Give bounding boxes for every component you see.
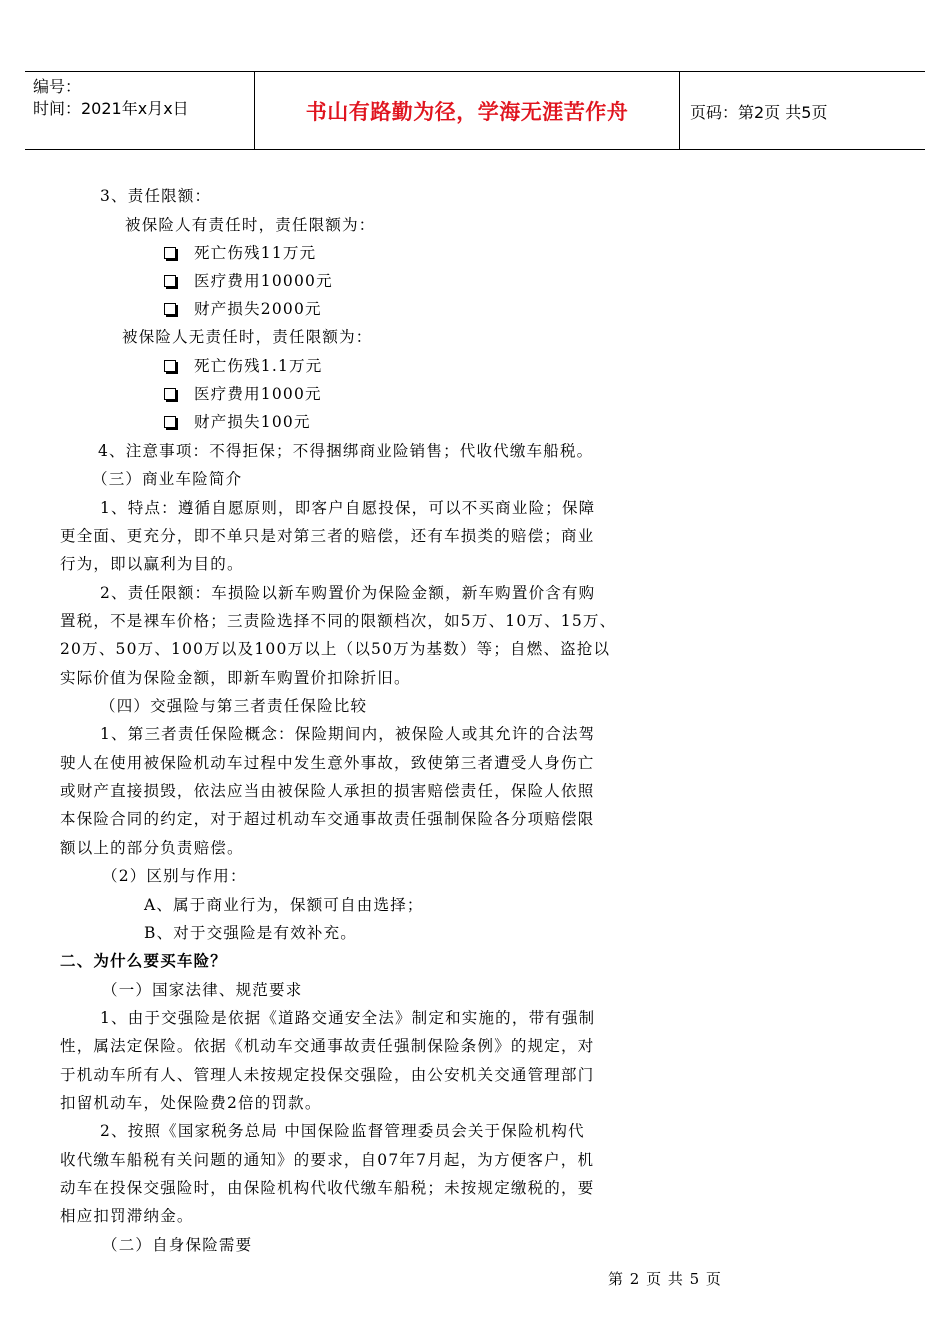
list-item-text: 财产损失100元 xyxy=(194,413,311,431)
text-line: 相应扣罚滞纳金。 xyxy=(60,1207,194,1225)
list-item xyxy=(164,410,311,432)
list-item-text: 财产损失2000元 xyxy=(194,300,322,318)
text-line: 扣留机动车，处保险费2倍的罚款。 xyxy=(60,1094,322,1112)
text-line: 更全面、更充分，即不单只是对第三者的赔偿，还有车损类的赔偿；商业 xyxy=(60,527,595,545)
section-heading: （三）商业车险简介 xyxy=(92,470,243,488)
text-line: 被保险人无责任时，责任限额为： xyxy=(122,328,373,346)
header-motto: 书山有路勤为径，学海无涯苦作舟 xyxy=(305,100,629,124)
text-line: 收代缴车船税有关问题的通知》的要求，自07年7月起，为方便客户，机 xyxy=(60,1151,595,1169)
list-item-text: 医疗费用10000元 xyxy=(194,272,333,290)
text-line: B、对于交强险是有效补充。 xyxy=(144,924,357,942)
text-line: 额以上的部分负责赔偿。 xyxy=(60,839,244,857)
text-line: 于机动车所有人、管理人未按规定投保交强险，由公安机关交通管理部门 xyxy=(60,1066,595,1084)
page-header xyxy=(25,71,925,150)
text-line: 或财产直接损毁，依法应当由被保险人承担的损害赔偿责任，保险人依照 xyxy=(60,782,595,800)
text-line: 1、由于交强险是依据《道路交通安全法》制定和实施的，带有强制 xyxy=(100,1009,596,1027)
text-line: 3、责任限额： xyxy=(100,187,212,205)
chapter-heading: 二、为什么要买车险？ xyxy=(60,951,228,970)
text-line: 20万、50万、100万以及100万以上（以50万为基数）等；自燃、盗抢以 xyxy=(60,640,611,658)
list-item xyxy=(164,241,316,263)
list-item-text: 医疗费用1000元 xyxy=(194,385,322,403)
number-label: 编号： xyxy=(33,77,82,96)
text-line: 1、特点：遵循自愿原则，即客户自愿投保，可以不买商业险；保障 xyxy=(100,499,596,517)
text-line: 2、按照《国家税务总局 中国保险监督管理委员会关于保险机构代 xyxy=(100,1122,585,1140)
section-heading: （四）交强险与第三者责任保险比较 xyxy=(100,697,368,715)
checkbox-bullet-icon xyxy=(164,303,176,315)
page-footer: 第 2 页 共 5 页 xyxy=(608,1270,722,1288)
text-line: 置税，不是裸车价格；三责险选择不同的限额档次，如5万、10万、15万、 xyxy=(60,612,617,630)
header-divider xyxy=(679,72,680,149)
text-line: （2）区别与作用： xyxy=(102,867,247,885)
text-line: 2、责任限额：车损险以新车购置价为保险金额，新车购置价含有购 xyxy=(100,584,596,602)
list-item xyxy=(164,354,322,376)
section-heading: （二）自身保险需要 xyxy=(102,1236,253,1254)
list-item xyxy=(164,382,322,404)
checkbox-bullet-icon xyxy=(164,360,176,372)
checkbox-bullet-icon xyxy=(164,416,176,428)
section-heading: （一）国家法律、规范要求 xyxy=(102,981,303,999)
text-line: 驶人在使用被保险机动车过程中发生意外事故，致使第三者遭受人身伤亡 xyxy=(60,754,595,772)
time-label: 时间：2021年x月x日 xyxy=(33,99,189,118)
text-line: 行为，即以赢利为目的。 xyxy=(60,555,244,573)
text-line: 被保险人有责任时，责任限额为： xyxy=(125,216,376,234)
list-item xyxy=(164,297,322,319)
text-line: 1、第三者责任保险概念：保险期间内，被保险人或其允许的合法驾 xyxy=(100,725,596,743)
list-item-text: 死亡伤残11万元 xyxy=(194,244,317,262)
checkbox-bullet-icon xyxy=(164,388,176,400)
text-line: 实际价值为保险金额，即新车购置价扣除折旧。 xyxy=(60,669,411,687)
checkbox-bullet-icon xyxy=(164,247,176,259)
text-line: 本保险合同的约定，对于超过机动车交通事故责任强制保险各分项赔偿限 xyxy=(60,810,595,828)
text-line: 性，属法定保险。依据《机动车交通事故责任强制保险条例》的规定，对 xyxy=(60,1037,595,1055)
text-line: 动车在投保交强险时，由保险机构代收代缴车船税；未按规定缴税的，要 xyxy=(60,1179,595,1197)
header-page-info: 页码：第2页 共5页 xyxy=(690,103,828,122)
text-line: A、属于商业行为，保额可自由选择； xyxy=(144,896,424,914)
checkbox-bullet-icon xyxy=(164,275,176,287)
text-line: 4、注意事项：不得拒保；不得捆绑商业险销售；代收代缴车船税。 xyxy=(98,442,594,460)
list-item-text: 死亡伤残1.1万元 xyxy=(194,357,323,375)
list-item xyxy=(164,269,333,291)
header-meta xyxy=(33,76,253,120)
